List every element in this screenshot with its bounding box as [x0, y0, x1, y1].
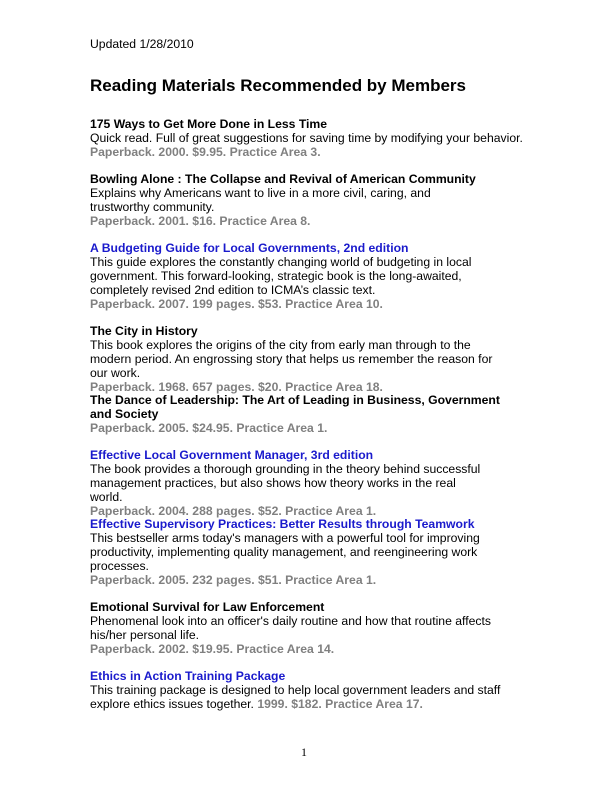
- book-title: 175 Ways to Get More Done in Less Time: [90, 117, 328, 131]
- book-title-link[interactable]: Effective Supervisory Practices: Better Results through Teamwork: [90, 517, 475, 531]
- book-meta: Paperback. 2002. $19.95. Practice Area 14.: [90, 642, 335, 656]
- book-description-text: This training package is designed to help local government leaders and staff explore ethics issues together.: [90, 683, 501, 711]
- updated-date: Updated 1/28/2010: [90, 37, 194, 51]
- book-meta: 1999. $182. Practice Area 17.: [257, 697, 423, 711]
- book-description: The book provides a thorough grounding in the theory behind successful management practices, but also shows how theory works in the real world.: [90, 462, 481, 504]
- book-meta: Paperback. 2000. $9.95. Practice Area 3.: [90, 145, 321, 159]
- book-entry: [90, 600, 530, 656]
- book-description: Phenomenal look into an officer's daily routine and how that routine affects his/her personal life.: [90, 614, 491, 642]
- book-description: [90, 683, 510, 711]
- book-title-link[interactable]: A Budgeting Guide for Local Governments, 2nd edition: [90, 241, 409, 255]
- book-description: Quick read. Full of great suggestions for saving time by modifying your behavior.: [90, 131, 523, 145]
- book-description: This guide explores the constantly changing world of budgeting in local government. This forward-looking, strategic book is the long-awaited, completely revised 2nd edition to ICMA’s classic text.: [90, 255, 472, 297]
- book-description: Explains why Americans want to live in a more civil, caring, and trustworthy community.: [90, 186, 431, 214]
- book-entry: [90, 324, 530, 394]
- page-number: 1: [301, 745, 307, 759]
- book-entry: [90, 117, 530, 159]
- book-title: The City in History: [90, 324, 198, 338]
- page-title: Reading Materials Recommended by Members: [90, 76, 467, 95]
- book-title-link[interactable]: Ethics in Action Training Package: [90, 669, 286, 683]
- book-entry: [90, 669, 530, 711]
- book-entry: [90, 241, 530, 311]
- book-meta: Paperback. 2005. $24.95. Practice Area 1.: [90, 421, 328, 435]
- book-description: This book explores the origins of the city from early man through to the modern period. An engrossing story that helps us remember the reason for our work.: [90, 338, 493, 380]
- book-entry: [90, 393, 530, 435]
- book-title-link[interactable]: Effective Local Government Manager, 3rd edition: [90, 448, 374, 462]
- book-title: The Dance of Leadership: The Art of Leading in Business, Government and Society: [90, 393, 500, 421]
- book-entry: [90, 448, 530, 518]
- book-meta: Paperback. 2005. 232 pages. $51. Practice Area 1.: [90, 573, 377, 587]
- book-meta: Paperback. 2007. 199 pages. $53. Practice Area 10.: [90, 297, 383, 311]
- book-entry: [90, 517, 530, 587]
- book-meta: Paperback. 1968. 657 pages. $20. Practice Area 18.: [90, 380, 383, 394]
- book-title: Emotional Survival for Law Enforcement: [90, 600, 325, 614]
- book-description: This bestseller arms today's managers with a powerful tool for improving productivity, implementing quality management, and reengineering work processes.: [90, 531, 480, 573]
- book-entry: [90, 172, 530, 228]
- book-meta: Paperback. 2001. $16. Practice Area 8.: [90, 214, 311, 228]
- book-title: Bowling Alone : The Collapse and Revival of American Community: [90, 172, 476, 186]
- book-meta: Paperback. 2004. 288 pages. $52. Practice Area 1.: [90, 504, 377, 518]
